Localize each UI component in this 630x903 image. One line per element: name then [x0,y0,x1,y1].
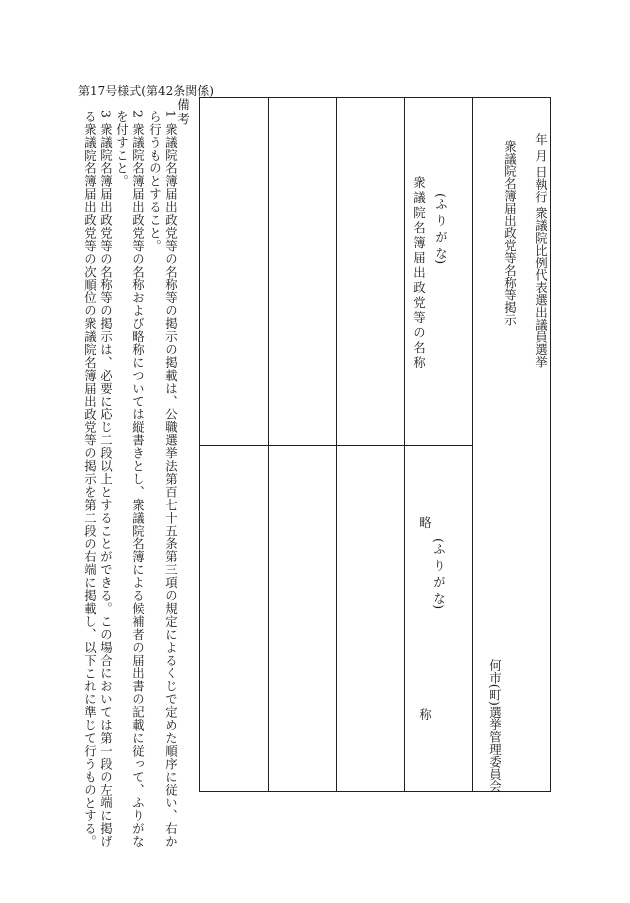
note-3-line-1: 3 衆議院名簿届出政党等の名称等の掲示は、必要に応じ二段以上とすることができる。この場合においては第一段の左端に掲げ [98,110,114,849]
abbreviation-label-bottom: 称 [417,708,433,721]
note-1-line-2: ら行うものとすること。 [147,110,163,253]
party-name-label: 衆議院名簿届出政党等の名称 [411,176,427,371]
notice-title: 衆議院名簿届出政党等名称等掲示 [502,140,518,326]
note-3-line-2: る衆議院名簿届出政党等の次順位の衆議院名簿届出政党等の掲示を第二段の右端に掲載し、以下これに準じて行うものとする。 [82,110,98,849]
header-column-divider [472,98,473,791]
abbreviation-label-top: 略 [417,516,433,529]
row-divider [200,445,472,446]
election-title: 年 月 日執行 衆議院比例代表選出議員選挙 [533,133,549,369]
note-1-line-1: 1 衆議院名簿届出政党等の名称等の掲示の掲載は、公職選挙法第百七十五条第三項の規定によるくじで定めた順序に従い、右か [163,110,179,849]
party-name-furigana-label: (ふ り が な) [433,193,449,265]
note-2-line-2: を付すこと。 [114,110,130,188]
abbreviation-furigana-label: (ふ り が な) [431,538,447,610]
form-number-label: 第17号様式(第42条関係) [78,84,214,98]
note-2-line-1: 2 衆議院名簿届出政党等の名称および略称については縦書きとし、衆議院名簿による候補者の届出書の記載に従って、ふりがな [130,110,146,849]
committee-name: 何市(町)選挙管理委員会 [487,659,503,793]
notes-title: 備考 [175,98,191,127]
